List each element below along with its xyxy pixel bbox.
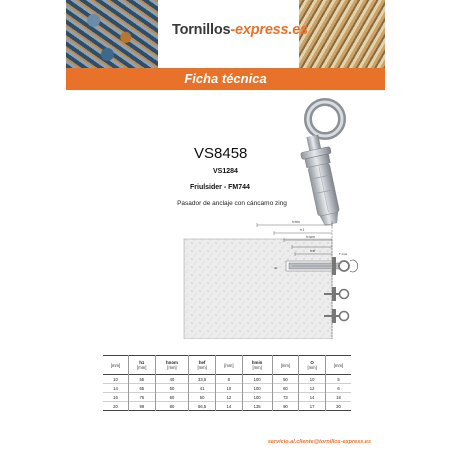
table-cell: 12: [215, 393, 242, 402]
table-body: [103, 375, 351, 411]
column-unit: [mm]: [224, 362, 234, 368]
table-cell: 90: [272, 402, 299, 411]
table-header-row: [103, 356, 351, 375]
table-cell: 14: [215, 402, 242, 411]
product-code: VS8458: [194, 145, 248, 162]
table-cell: 10: [103, 375, 128, 384]
column-unit: [mm]: [197, 365, 207, 370]
brand-name: Tornillos: [172, 22, 231, 38]
column-symbol: hef: [198, 360, 206, 365]
table-cell: 100: [242, 375, 272, 384]
column-unit: [mm]: [280, 362, 291, 368]
table-cell: 50: [155, 384, 189, 393]
dim-label-h1: h 1: [300, 228, 305, 232]
product-description: Pasador de anclaje con cáncamo zing: [177, 200, 287, 207]
table-cell: 5: [337, 376, 340, 382]
table-cell: 73: [272, 393, 299, 402]
dim-label-hnom: h nom: [306, 235, 315, 239]
table-row: [103, 402, 351, 411]
table-header-cell: [299, 356, 326, 375]
table-cell: 30: [336, 403, 341, 409]
brand-suffix: -express.es: [230, 22, 308, 38]
table-cell: 99: [128, 402, 155, 411]
column-unit: [mm]: [110, 362, 121, 368]
table-cell: 6: [337, 385, 340, 391]
torque-label: T max: [339, 252, 348, 256]
column-symbol: h1: [139, 360, 145, 365]
table-cell: 16: [103, 393, 128, 402]
table-header-cell: [128, 356, 155, 375]
table-cell: 14: [299, 393, 326, 402]
table-cell: 75: [128, 393, 155, 402]
technical-sheet-page: [66, 0, 385, 452]
table-cell: 66,5: [189, 402, 216, 411]
column-symbol: hnom: [165, 360, 178, 365]
table-header-cell: [242, 356, 272, 375]
table-cell: 33,5: [189, 375, 216, 384]
product-reference: VS1284: [213, 168, 238, 175]
title-banner: [66, 68, 385, 90]
column-unit: [mm]: [137, 365, 147, 370]
table-cell: 40: [155, 375, 189, 384]
table-cell: 17: [299, 402, 326, 411]
table-cell: 8: [215, 375, 242, 384]
table-cell: 12: [299, 384, 326, 393]
table-cell: 10: [215, 384, 242, 393]
column-unit: [mm]: [333, 362, 344, 368]
banner-title: Ficha técnica: [184, 71, 267, 86]
table-cell: 18: [336, 394, 341, 400]
eye-bolt-anchor-image: [271, 97, 381, 237]
table-cell: 10: [299, 375, 326, 384]
header-photo-screws: [299, 0, 385, 68]
table-cell: 41: [189, 384, 216, 393]
table-cell: 20: [103, 402, 128, 411]
specifications-table: [103, 355, 351, 411]
table-header-cell: [189, 356, 216, 375]
table-cell: 100: [242, 393, 272, 402]
column-symbol: hmin: [251, 360, 263, 365]
header-photo-tools: [66, 0, 158, 68]
table-header-cell: [215, 356, 242, 375]
column-symbol: O: [310, 360, 314, 365]
table-row: [103, 393, 351, 402]
table-row: [103, 375, 351, 384]
column-unit: [mm]: [167, 365, 177, 370]
dim-label-hef: h ef: [310, 249, 316, 253]
installation-diagram: [174, 217, 359, 339]
table-cell: 80: [155, 402, 189, 411]
table-cell: 14: [103, 384, 128, 393]
table-header-cell: [155, 356, 189, 375]
table-cell: 55: [128, 375, 155, 384]
header: [66, 0, 385, 68]
table-cell: 50: [189, 393, 216, 402]
table-header-cell: [326, 356, 352, 375]
table-cell: 50: [272, 375, 299, 384]
table-cell: 60: [155, 393, 189, 402]
table-cell: 135: [242, 402, 272, 411]
table-cell: 60: [272, 384, 299, 393]
table-header-cell: [272, 356, 299, 375]
product-manufacturer: Friulsider - FM744: [190, 184, 250, 191]
contact-email[interactable]: servicio.al.cliente@tornillos-express.es: [267, 439, 371, 445]
table-cell: 100: [242, 384, 272, 393]
dim-label-hmin: h min: [292, 220, 300, 224]
column-unit: [mm]: [307, 365, 317, 370]
column-unit: [mm]: [252, 365, 262, 370]
hole-label: d0: [274, 266, 278, 270]
table-cell: 65: [128, 384, 155, 393]
table-header-cell: [103, 356, 128, 375]
brand-logo[interactable]: [172, 22, 308, 38]
table-row: [103, 384, 351, 393]
